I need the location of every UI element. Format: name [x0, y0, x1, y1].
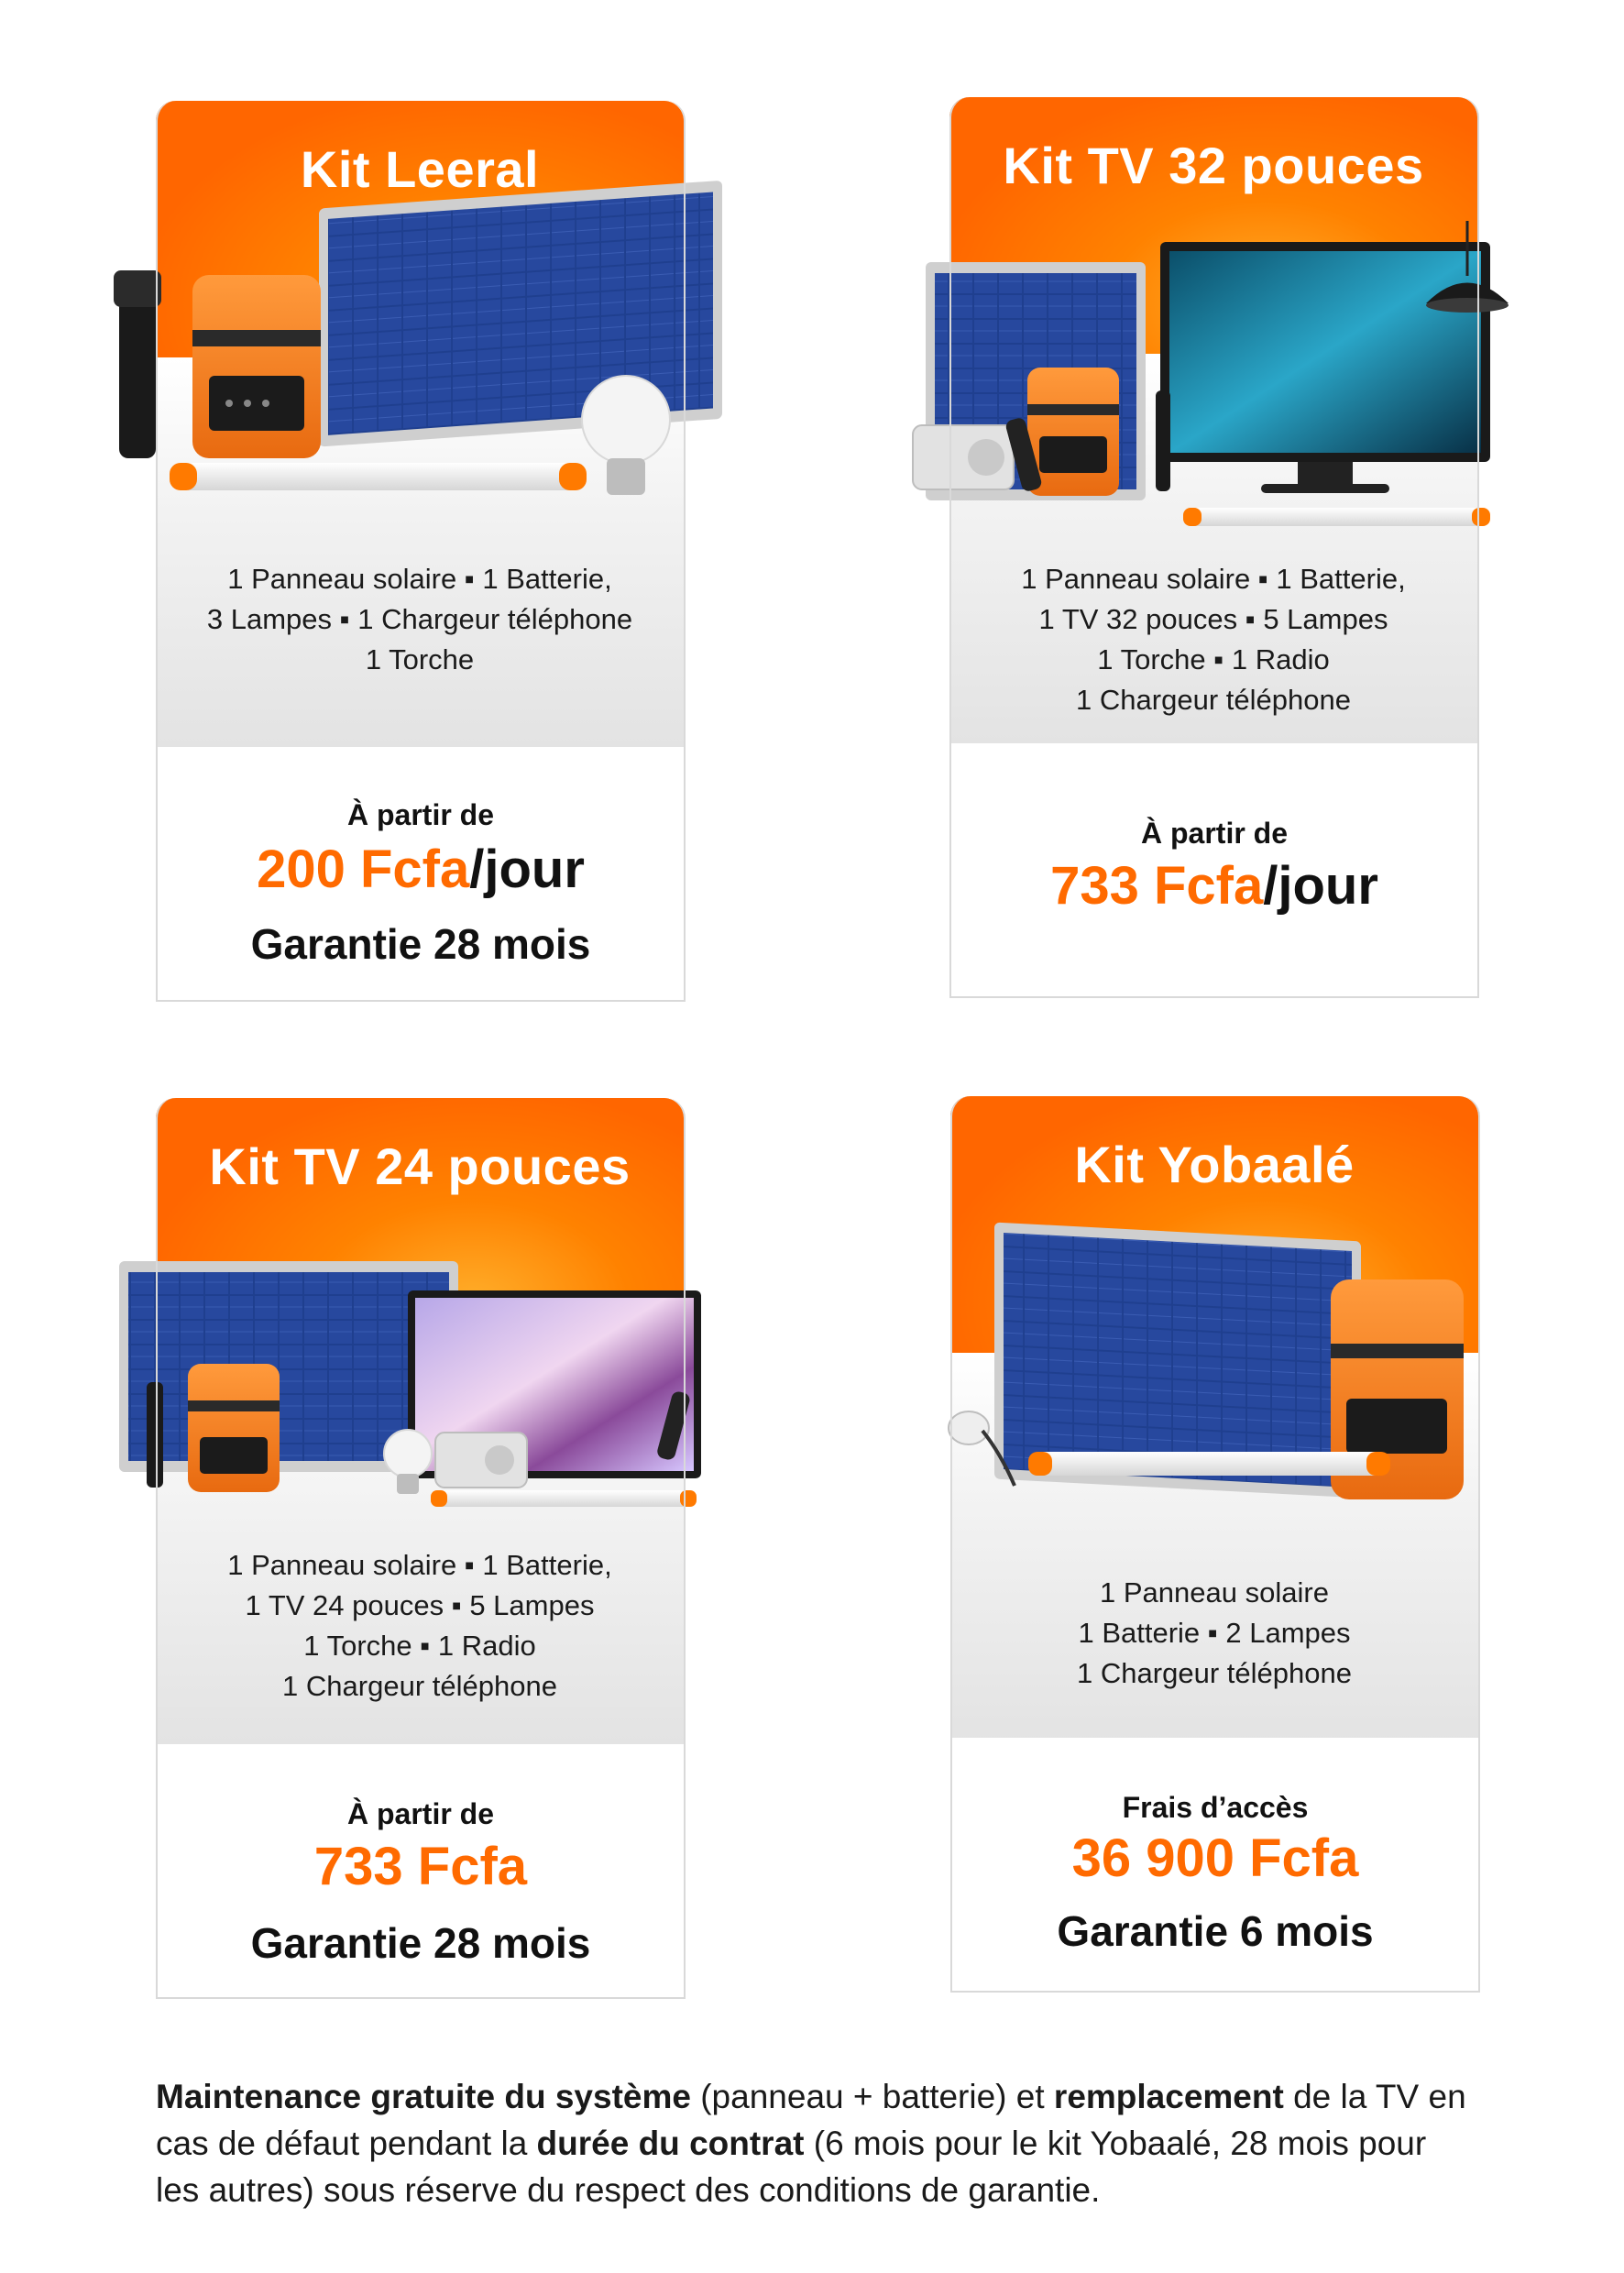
- feature-line: 1 Chargeur téléphone: [1076, 684, 1351, 716]
- price: [952, 1828, 1478, 1889]
- kit-title: Kit Leeral: [300, 140, 540, 198]
- footer-bold: durée du contrat: [536, 2125, 805, 2162]
- kit-title: Kit TV 32 pouces: [1003, 137, 1424, 194]
- price-unit: /jour: [1263, 856, 1378, 916]
- radio-icon: [913, 425, 1014, 489]
- footer-note: [156, 2073, 1476, 2213]
- feature-line: 1 TV 32 pouces ▪ 5 Lampes: [1038, 603, 1388, 635]
- price-box: [950, 1738, 1480, 1993]
- radio-icon: [435, 1433, 527, 1488]
- price: [951, 855, 1477, 917]
- lamp-tube-icon: [431, 1490, 697, 1507]
- bulb-icon: [384, 1430, 432, 1494]
- battery-icon: [1027, 368, 1119, 496]
- features-list: [156, 559, 684, 680]
- feature-line: 1 Panneau solaire ▪ 1 Batterie,: [1021, 563, 1406, 595]
- footer-bold: remplacement: [1053, 2078, 1284, 2115]
- price-lead: À partir de: [346, 1797, 495, 1830]
- footer-text: (panneau + batterie) et: [690, 2078, 1054, 2115]
- features-list: [156, 1545, 684, 1707]
- footer-bold: Maintenance gratuite du système: [156, 2078, 691, 2115]
- kit-title: Kit Yobaalé: [1074, 1136, 1355, 1193]
- feature-line: 1 Panneau solaire: [1100, 1576, 1329, 1609]
- features-list: [949, 559, 1477, 720]
- kit-title: Kit TV 24 pouces: [209, 1137, 631, 1195]
- price-amount: 36 900 Fcfa: [1071, 1828, 1359, 1888]
- price-amount: 733 Fcfa: [1050, 856, 1264, 916]
- price-lead: Frais d’accès: [1122, 1791, 1309, 1824]
- feature-line: 3 Lampes ▪ 1 Chargeur téléphone: [206, 603, 633, 635]
- feature-line: 1 Torche ▪ 1 Radio: [1097, 643, 1330, 675]
- feature-line: 1 Panneau solaire ▪ 1 Batterie,: [227, 563, 612, 595]
- footer-text: (6 mois pour le kit Yobaalé, 28 mois pour les autres) sous réserve du respect des conditions de garantie.: [156, 2125, 1427, 2209]
- flashlight-icon: [147, 1382, 163, 1488]
- features-list: [950, 1573, 1478, 1694]
- price-unit: /jour: [469, 840, 585, 899]
- tv-icon: [1160, 242, 1490, 493]
- warranty: Garantie 6 mois: [1057, 1907, 1374, 1955]
- feature-line: 1 Panneau solaire ▪ 1 Batterie,: [227, 1549, 612, 1581]
- feature-line: 1 Torche ▪ 1 Radio: [303, 1630, 536, 1662]
- price-amount: 200 Fcfa: [257, 840, 470, 899]
- feature-line: 1 Chargeur téléphone: [282, 1670, 557, 1702]
- price: [158, 1836, 684, 1897]
- bulb-icon: [582, 376, 670, 495]
- price: [158, 839, 684, 900]
- price-box: [949, 743, 1479, 998]
- lamp-tube-icon: [1028, 1452, 1390, 1476]
- flashlight-icon: [114, 270, 161, 458]
- flashlight-icon: [1156, 390, 1170, 491]
- feature-line: 1 Torche: [365, 643, 475, 675]
- warranty: Garantie 28 mois: [250, 920, 591, 968]
- feature-line: 1 Chargeur téléphone: [1077, 1657, 1352, 1689]
- price-lead: À partir de: [346, 798, 495, 831]
- price-box: [156, 1744, 686, 1999]
- battery-icon: [188, 1364, 280, 1492]
- warranty: Garantie 28 mois: [250, 1919, 591, 1967]
- price-amount: 733 Fcfa: [313, 1837, 528, 1896]
- footer-text: de la TV en cas de défaut pendant la: [156, 2078, 1466, 2162]
- price-box: [156, 747, 686, 1002]
- lamp-tube-icon: [1183, 508, 1490, 526]
- battery-icon: [192, 275, 321, 458]
- price-lead: À partir de: [1140, 817, 1289, 850]
- feature-line: 1 TV 24 pouces ▪ 5 Lampes: [245, 1589, 595, 1621]
- lamp-tube-icon: [170, 463, 587, 490]
- feature-line: 1 Batterie ▪ 2 Lampes: [1078, 1617, 1351, 1649]
